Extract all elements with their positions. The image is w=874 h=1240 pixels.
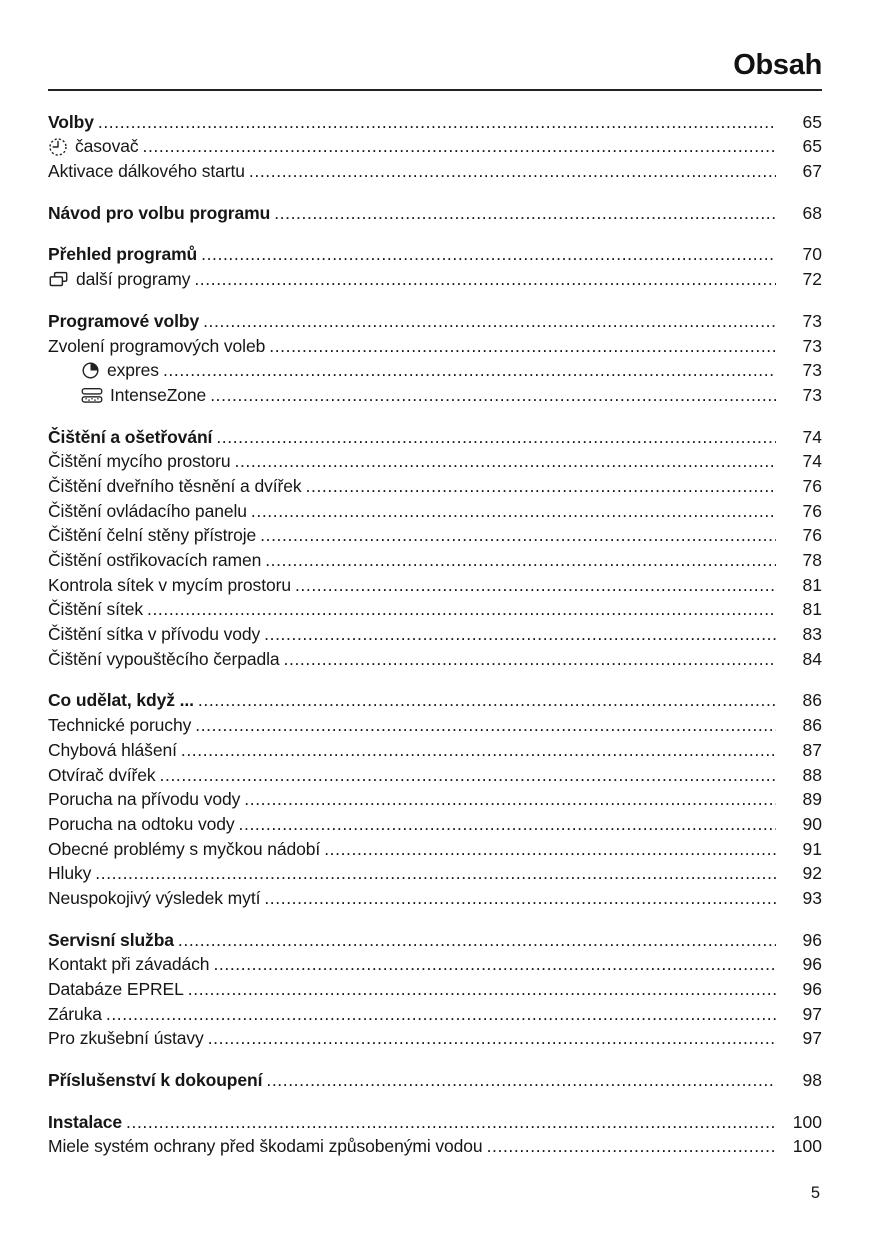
toc-entry-label: Miele systém ochrany před škodami způsobenými vodou — [48, 1136, 483, 1157]
toc-entry-label: Přehled programů — [48, 244, 198, 265]
toc-entry — [48, 159, 822, 184]
toc-entry-page: 86 — [802, 690, 822, 711]
toc-entry — [48, 886, 822, 911]
toc-entry — [48, 110, 822, 135]
toc-entry-page: 76 — [802, 525, 822, 546]
dot-leader — [163, 360, 776, 381]
toc-entry — [48, 334, 822, 359]
toc-entry-page: 83 — [802, 624, 822, 645]
toc-entry-label: další programy — [76, 269, 191, 290]
toc-entry — [48, 977, 822, 1002]
toc-entry-label: Chybová hlášení — [48, 739, 177, 760]
toc-entry-page: 86 — [802, 715, 822, 736]
dot-leader — [178, 930, 776, 951]
toc-entry-page: 98 — [802, 1070, 822, 1091]
toc-entry — [48, 1135, 822, 1160]
toc-entry-page: 70 — [802, 244, 822, 265]
toc-section — [48, 425, 822, 672]
dot-leader — [160, 765, 776, 786]
toc-entry — [48, 524, 822, 549]
toc-entry — [48, 309, 822, 334]
toc-section — [48, 309, 822, 408]
more-programs-icon — [48, 270, 69, 289]
dot-leader — [181, 740, 776, 761]
dot-leader — [213, 954, 776, 975]
dot-leader — [194, 269, 776, 290]
intensezone-icon — [81, 387, 103, 404]
toc-entry-label: Čištění mycího prostoru — [48, 451, 231, 472]
toc-entry-label: IntenseZone — [110, 384, 207, 405]
toc-entry-page: 73 — [802, 335, 822, 356]
dot-leader — [98, 112, 776, 133]
dot-leader — [274, 203, 776, 224]
toc-entry-label: Zvolení programových voleb — [48, 335, 266, 356]
toc-entry — [48, 763, 822, 788]
toc-entry-label: Čištění a ošetřování — [48, 426, 213, 447]
toc-entry-label: Servisní služba — [48, 929, 174, 950]
toc-entry-label: expres — [107, 360, 159, 381]
toc-entry-label: Pro zkušební ústavy — [48, 1028, 204, 1049]
toc-entry-label: Databáze EPREL — [48, 979, 184, 1000]
toc-entry-label: Záruka — [48, 1003, 102, 1024]
toc-entry — [48, 548, 822, 573]
toc-entry-label: Otvírač dvířek — [48, 764, 156, 785]
toc-entry — [48, 573, 822, 598]
intensezone-icon-slot — [81, 387, 103, 404]
toc-entry-page: 97 — [802, 1003, 822, 1024]
dot-leader — [260, 525, 776, 546]
toc-entry — [48, 953, 822, 978]
toc-entry — [48, 861, 822, 886]
dot-leader — [126, 1112, 776, 1133]
dot-leader — [208, 1028, 776, 1049]
dot-leader — [235, 451, 777, 472]
toc-section — [48, 243, 822, 292]
express-icon-slot — [81, 361, 100, 380]
toc-entry — [48, 1068, 822, 1093]
toc-entry-page: 91 — [802, 838, 822, 859]
toc-entry-label: Programové volby — [48, 310, 200, 331]
dot-leader — [239, 814, 776, 835]
toc-entry — [48, 713, 822, 738]
dot-leader — [201, 244, 776, 265]
toc-entry-page: 84 — [802, 648, 822, 669]
toc-entry-page: 65 — [802, 136, 822, 157]
dot-leader — [249, 161, 776, 182]
toc-entry-page: 96 — [802, 954, 822, 975]
toc-entry — [81, 358, 822, 383]
toc-entry-page: 81 — [802, 574, 822, 595]
toc-entry — [48, 622, 822, 647]
toc-entry — [48, 928, 822, 953]
toc-entry — [48, 837, 822, 862]
toc-entry-page: 65 — [802, 111, 822, 132]
page-title: Obsah — [733, 49, 822, 81]
more-programs-icon-slot — [48, 270, 69, 289]
toc-entry-page: 74 — [802, 451, 822, 472]
toc-entry — [48, 474, 822, 499]
toc-entry — [48, 689, 822, 714]
dot-leader — [216, 427, 776, 448]
toc-entry — [48, 201, 822, 226]
toc-entry-page: 67 — [802, 161, 822, 182]
dot-leader — [284, 649, 776, 670]
dot-leader — [147, 599, 776, 620]
toc-section — [48, 110, 822, 184]
toc-entry-page: 92 — [802, 863, 822, 884]
toc-entry-page: 73 — [802, 384, 822, 405]
toc-entry-page: 81 — [802, 599, 822, 620]
toc-entry-page: 100 — [792, 1136, 822, 1157]
toc-section — [48, 201, 822, 226]
toc-entry-page: 89 — [802, 789, 822, 810]
toc-entry-label: Příslušenství k dokoupení — [48, 1070, 263, 1091]
dot-leader — [264, 624, 776, 645]
toc-entry — [48, 1002, 822, 1027]
toc-entry-page: 76 — [802, 475, 822, 496]
toc-entry-label: Technické poruchy — [48, 715, 192, 736]
toc-section — [48, 689, 822, 911]
dot-leader — [95, 863, 776, 884]
toc-entry-label: Co udělat, když ... — [48, 690, 194, 711]
dot-leader — [324, 839, 776, 860]
toc-entry — [48, 499, 822, 524]
dot-leader — [265, 550, 776, 571]
toc-entry-label: Instalace — [48, 1111, 123, 1132]
toc-entry-label: časovač — [75, 136, 139, 157]
dot-leader — [195, 715, 776, 736]
toc-entry-page: 72 — [802, 269, 822, 290]
toc-entry-label: Kontakt při závadách — [48, 954, 210, 975]
toc-entry — [48, 1027, 822, 1052]
toc-entry-label: Čištění sítek — [48, 599, 143, 620]
dot-leader — [210, 385, 776, 406]
toc — [48, 110, 822, 1159]
toc-section — [48, 1110, 822, 1159]
toc-section — [48, 928, 822, 1051]
dot-leader — [487, 1136, 776, 1157]
toc-entry-label: Obecné problémy s myčkou nádobí — [48, 838, 321, 859]
toc-entry — [48, 647, 822, 672]
toc-entry-label: Návod pro volbu programu — [48, 202, 271, 223]
toc-entry-label: Porucha na přívodu vody — [48, 789, 241, 810]
toc-entry-label: Aktivace dálkového startu — [48, 161, 245, 182]
toc-entry-page: 78 — [802, 550, 822, 571]
toc-entry-page: 68 — [802, 202, 822, 223]
toc-entry — [48, 1110, 822, 1135]
dot-leader — [269, 336, 776, 357]
toc-entry-page: 93 — [802, 887, 822, 908]
dot-leader — [306, 476, 776, 497]
toc-entry — [81, 383, 822, 408]
dot-leader — [198, 690, 776, 711]
toc-entry — [48, 812, 822, 837]
toc-entry-label: Čištění ostřikovacích ramen — [48, 550, 262, 571]
footer-page-number: 5 — [810, 1184, 820, 1202]
toc-entry-page: 88 — [802, 764, 822, 785]
toc-entry-label: Čištění ovládacího panelu — [48, 500, 247, 521]
toc-entry-label: Hluky — [48, 863, 92, 884]
express-icon — [81, 361, 100, 380]
toc-entry-label: Volby — [48, 111, 94, 132]
dot-leader — [188, 979, 776, 1000]
toc-entry-label: Neuspokojivý výsledek mytí — [48, 887, 261, 908]
toc-entry-page: 100 — [792, 1111, 822, 1132]
toc-entry-label: Čištění dveřního těsnění a dvířek — [48, 475, 302, 496]
header-rule — [48, 50, 822, 91]
timer-icon-slot — [48, 137, 68, 157]
toc-entry-page: 90 — [802, 813, 822, 834]
toc-entry — [48, 267, 822, 292]
toc-entry-page: 74 — [802, 426, 822, 447]
toc-entry — [48, 598, 822, 623]
dot-leader — [203, 311, 776, 332]
dot-leader — [264, 888, 776, 909]
toc-entry — [48, 738, 822, 763]
toc-entry-label: Čištění čelní stěny přístroje — [48, 525, 257, 546]
toc-entry — [48, 787, 822, 812]
toc-entry — [48, 449, 822, 474]
toc-entry-label: Porucha na odtoku vody — [48, 813, 235, 834]
toc-entry-label: Čištění sítka v přívodu vody — [48, 624, 261, 645]
toc-entry — [48, 135, 822, 160]
dot-leader — [295, 575, 776, 596]
toc-entry-page: 73 — [802, 360, 822, 381]
dot-leader — [244, 789, 776, 810]
toc-entry-page: 73 — [802, 310, 822, 331]
toc-entry — [48, 425, 822, 450]
toc-entry-page: 96 — [802, 929, 822, 950]
toc-entry-page: 76 — [802, 500, 822, 521]
toc-section — [48, 1068, 822, 1093]
toc-entry-label: Čištění vypouštěcího čerpadla — [48, 648, 280, 669]
toc-entry-label: Kontrola sítek v mycím prostoru — [48, 574, 291, 595]
dot-leader — [266, 1070, 776, 1091]
toc-entry — [48, 243, 822, 268]
toc-entry-page: 97 — [802, 1028, 822, 1049]
timer-icon — [48, 137, 68, 157]
dot-leader — [143, 136, 777, 157]
dot-leader — [251, 501, 776, 522]
toc-entry-page: 96 — [802, 979, 822, 1000]
toc-entry-page: 87 — [802, 739, 822, 760]
dot-leader — [106, 1004, 776, 1025]
